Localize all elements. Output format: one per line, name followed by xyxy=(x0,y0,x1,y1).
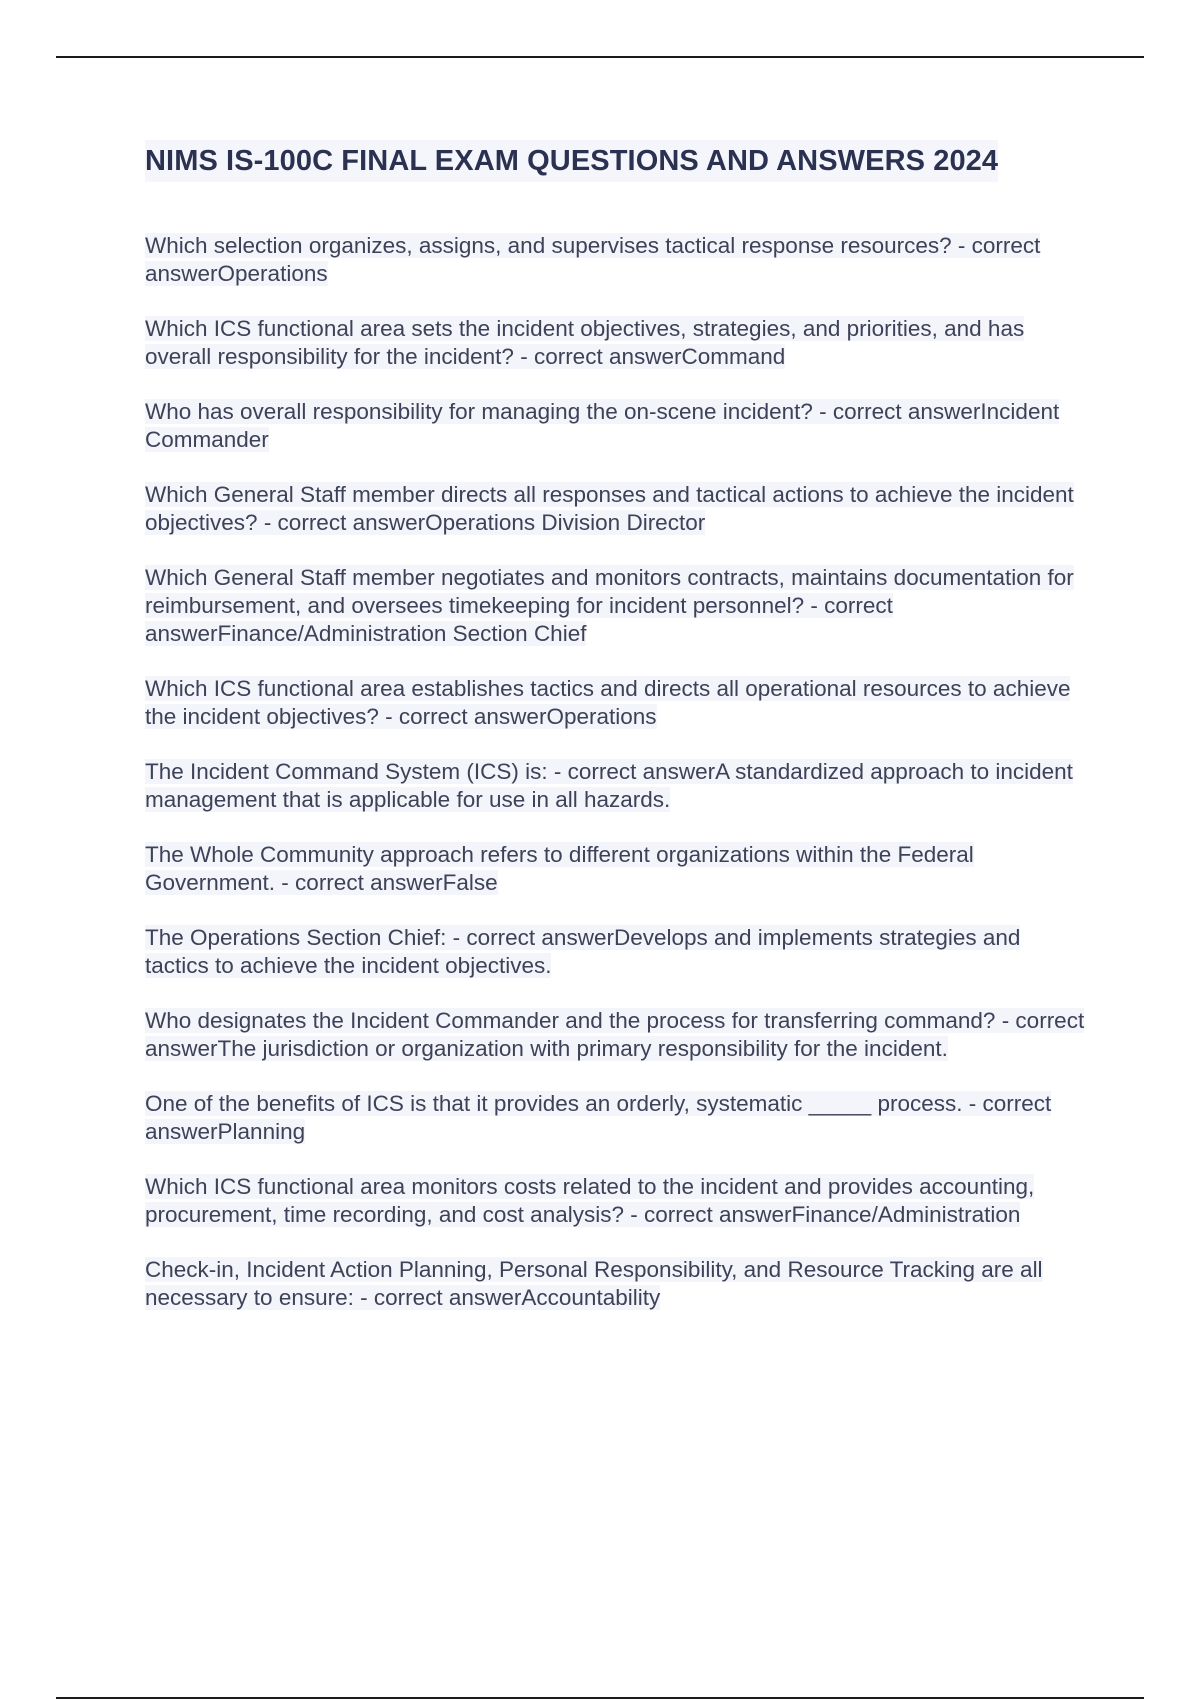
qa-text: Which selection organizes, assigns, and supervises tactical response resources? - correct answerOperations xyxy=(145,233,1041,286)
qa-item xyxy=(145,232,1090,288)
qa-text: Which ICS functional area monitors costs related to the incident and provides accounting, procurement, time recording, and cost analysis? - correct answerFinance/Administration xyxy=(145,1174,1035,1227)
qa-text: Who has overall responsibility for managing the on-scene incident? - correct answerIncident Commander xyxy=(145,399,1060,452)
qa-item xyxy=(145,315,1090,371)
qa-text: The Operations Section Chief: - correct answerDevelops and implements strategies and tactics to achieve the incident objectives. xyxy=(145,925,1021,978)
qa-text: Who designates the Incident Commander and the process for transferring command? - correct answerThe jurisdiction or organization with primary responsibility for the incident. xyxy=(145,1008,1085,1061)
qa-text: Which ICS functional area establishes tactics and directs all operational resources to achieve the incident objectives? - correct answerOperations xyxy=(145,676,1071,729)
qa-item xyxy=(145,398,1090,454)
qa-item xyxy=(145,841,1090,897)
qa-text: Which General Staff member directs all responses and tactical actions to achieve the incident objectives? - correct answerOperations Division Director xyxy=(145,482,1074,535)
document-title: NIMS IS-100C FINAL EXAM QUESTIONS AND ANSWERS 2024 xyxy=(145,140,998,182)
header-rule xyxy=(56,56,1144,58)
qa-item xyxy=(145,481,1090,537)
document-body xyxy=(145,140,1090,1339)
qa-text: Which ICS functional area sets the incident objectives, strategies, and priorities, and has overall responsibility for the incident? - correct answerCommand xyxy=(145,316,1025,369)
qa-item xyxy=(145,564,1090,648)
qa-item xyxy=(145,1256,1090,1312)
qa-item xyxy=(145,1007,1090,1063)
qa-item xyxy=(145,758,1090,814)
qa-text: The Whole Community approach refers to different organizations within the Federal Government. - correct answerFalse xyxy=(145,842,974,895)
footer-rule xyxy=(56,1697,1144,1699)
qa-text: Which General Staff member negotiates and monitors contracts, maintains documentation for reimbursement, and oversees timekeeping for incident personnel? - correct answerFinance/Administration Section Chief xyxy=(145,565,1074,646)
qa-item xyxy=(145,924,1090,980)
qa-text: One of the benefits of ICS is that it provides an orderly, systematic _____ process. - correct answerPlanning xyxy=(145,1091,1052,1144)
qa-item xyxy=(145,675,1090,731)
qa-list xyxy=(145,232,1090,1312)
qa-item xyxy=(145,1090,1090,1146)
qa-text: Check-in, Incident Action Planning, Personal Responsibility, and Resource Tracking are all necessary to ensure: - correct answerAccountability xyxy=(145,1257,1043,1310)
qa-item xyxy=(145,1173,1090,1229)
qa-text: The Incident Command System (ICS) is: - correct answerA standardized approach to incident management that is applicable for use in all hazards. xyxy=(145,759,1073,812)
